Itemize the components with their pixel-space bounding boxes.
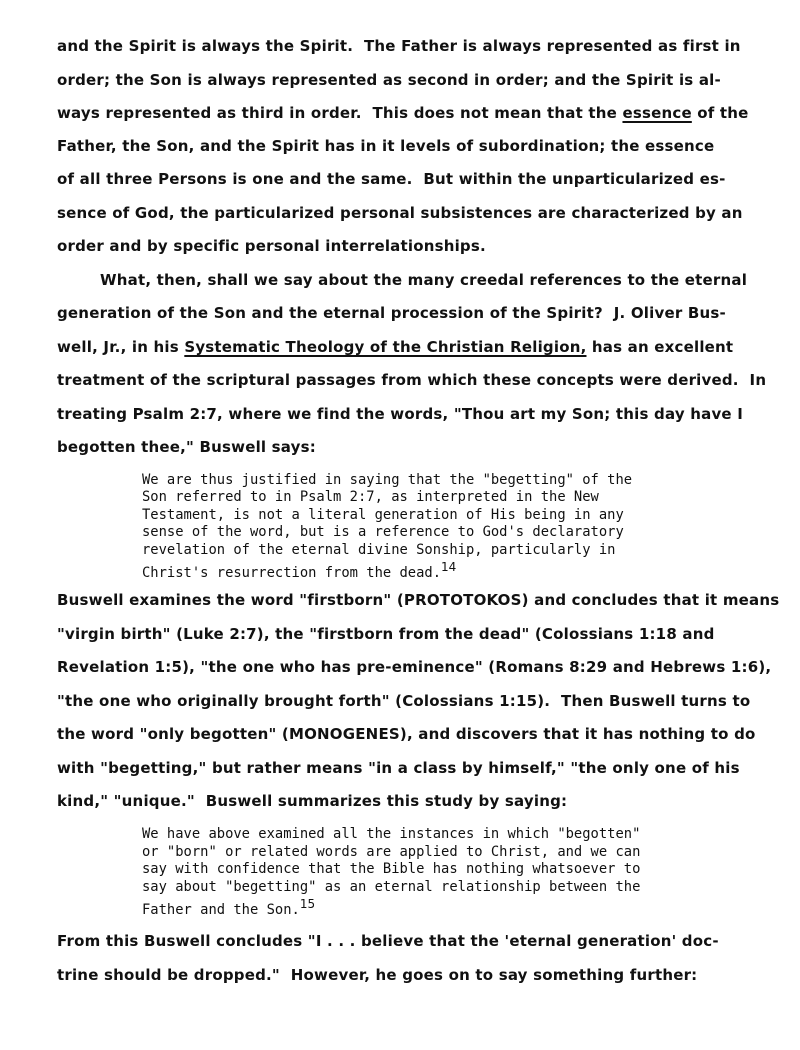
q1-line-6 [142, 559, 456, 583]
p1-line-3-text-a: ways represented as third in order. This does not mean that the [57, 104, 623, 122]
p3-line-1: Buswell examines the word "firstborn" (PROTOTOKOS) and concludes that it means [57, 591, 780, 609]
p4-line-2: trine should be dropped." However, he goes on to say something further: [57, 966, 698, 984]
p1-line-3 [57, 103, 749, 123]
p3-line-6: with "begetting," but rather means "in a class by himself," "the only one of his [57, 759, 740, 777]
p1-line-6: sence of God, the particularized personal subsistences are characterized by an [57, 204, 743, 222]
p1-line-3-text-b: of the [691, 104, 749, 122]
p2-line-6: begotten thee," Buswell says: [57, 438, 316, 456]
p1-line-4: Father, the Son, and the Spirit has in it levels of subordination; the essence [57, 137, 715, 155]
p3-line-7: kind," "unique." Buswell summarizes this study by saying: [57, 792, 568, 810]
p1-line-7: order and by specific personal interrelationships. [57, 237, 486, 255]
p2-line-3-text-a: well, Jr., in his [57, 338, 185, 356]
q2-line-4: say about "begetting" as an eternal relationship between the [142, 879, 641, 895]
q1-line-4: sense of the word, but is a reference to God's declaratory [142, 524, 624, 540]
q1-line-3: Testament, is not a literal generation of His being in any [142, 507, 624, 523]
p3-line-3: Revelation 1:5), "the one who has pre-eminence" (Romans 8:29 and Hebrews 1:6), [57, 658, 772, 676]
essence-underlined: essence [622, 104, 692, 122]
p1-line-1: and the Spirit is always the Spirit. The Father is always represented as first in [57, 37, 741, 55]
q2-line-3: say with confidence that the Bible has nothing whatsoever to [142, 861, 641, 877]
p3-line-5: the word "only begotten" (MONOGENES), and discovers that it has nothing to do [57, 725, 756, 743]
book-title-underlined: Systematic Theology of the Christian Religion, [184, 338, 587, 356]
p1-line-5: of all three Persons is one and the same. But within the unparticularized es- [57, 170, 726, 188]
footnote-marker-14: 14 [441, 560, 457, 574]
p1-line-2: order; the Son is always represented as second in order; and the Spirit is al- [57, 71, 721, 89]
q2-line-2: or "born" or related words are applied to Christ, and we can [142, 844, 641, 860]
p4-line-1: From this Buswell concludes "I . . . believe that the 'eternal generation' doc- [57, 932, 719, 950]
q2-line-1: We have above examined all the instances in which "begotten" [142, 826, 641, 842]
p2-line-2: generation of the Son and the eternal procession of the Spirit? J. Oliver Bus- [57, 304, 726, 322]
p3-line-2: "virgin birth" (Luke 2:7), the "firstborn from the dead" (Colossians 1:18 and [57, 625, 715, 643]
q1-line-5: revelation of the eternal divine Sonship, particularly in [142, 542, 616, 558]
p2-line-5: treating Psalm 2:7, where we find the words, "Thou art my Son; this day have I [57, 405, 744, 423]
p3-line-4: "the one who originally brought forth" (Colossians 1:15). Then Buswell turns to [57, 692, 751, 710]
p2-line-1: What, then, shall we say about the many creedal references to the eternal [100, 271, 748, 289]
q1-line-6-text: Christ's resurrection from the dead. [142, 565, 442, 581]
q1-line-2: Son referred to in Psalm 2:7, as interpreted in the New [142, 489, 599, 505]
q2-line-5 [142, 896, 315, 920]
q2-line-5-text: Father and the Son. [142, 902, 300, 918]
footnote-marker-15: 15 [299, 897, 316, 911]
p2-line-3 [57, 337, 733, 357]
p2-line-3-text-b: has an excellent [586, 338, 734, 356]
p2-line-4: treatment of the scriptural passages from which these concepts were derived. In [57, 371, 767, 389]
q1-line-1: We are thus justified in saying that the "begetting" of the [142, 472, 633, 488]
